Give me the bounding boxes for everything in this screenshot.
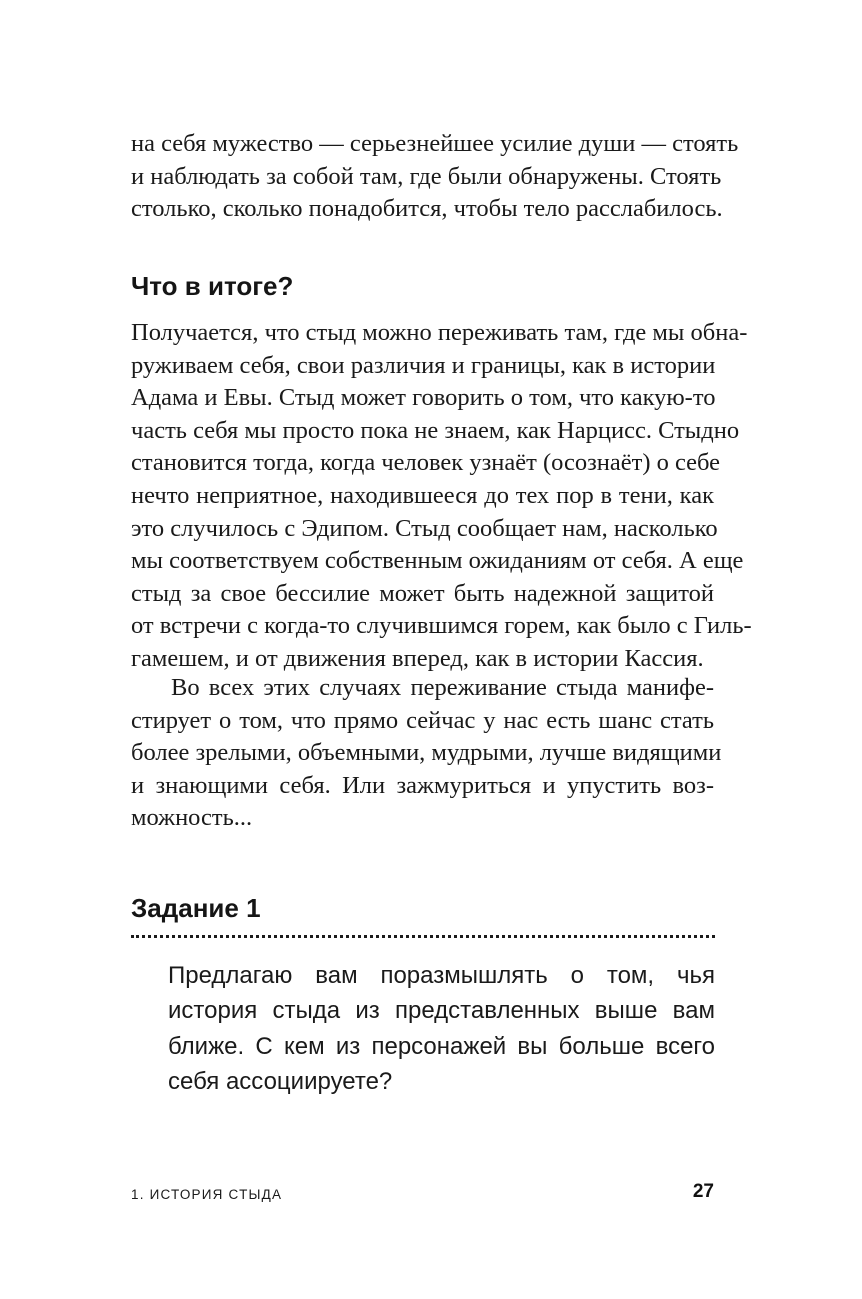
intro-paragraph: [131, 128, 739, 226]
text-line: это случилось с Эдипом. Стыд сообщает нам, насколько: [131, 514, 718, 542]
text-line: столько, сколько понадобится, чтобы тело расслабилось.: [131, 195, 723, 223]
text-line: можность...: [131, 804, 253, 832]
text-line: история стыда из представленных выше вам: [168, 997, 715, 1025]
task-title: Задание 1: [131, 893, 261, 923]
running-footer-chapter: 1. ИСТОРИЯ СТЫДА: [131, 1187, 283, 1202]
page-number: 27: [692, 1181, 714, 1202]
text-line: и знающими себя. Или зажмуриться и упустить воз-: [131, 771, 714, 799]
text-line: на себя мужество — серьезнейшее усилие души — стоять: [131, 130, 739, 157]
text-line: и наблюдать за собой там, где были обнаружены. Стоять: [131, 162, 722, 190]
text-line: руживаем себя, свои различия и границы, как в истории: [131, 351, 716, 379]
text-line: Получается, что стыд можно переживать там, где мы обна-: [131, 319, 748, 346]
summary-paragraph-1: [131, 317, 752, 676]
task-text: [168, 958, 715, 1100]
text-line: от встречи с когда-то случившимся горем, как было с Гиль-: [131, 612, 752, 640]
text-line: становится тогда, когда человек узнаёт (осознаёт) о себе: [131, 449, 721, 477]
dotted-divider: [131, 935, 715, 938]
text-line: мы соответствуем собственным ожиданиям от себя. А еще: [131, 547, 744, 575]
text-line: ближе. С кем из персонажей вы больше всего: [168, 1032, 715, 1060]
text-line: себя ассоциируете?: [168, 1068, 393, 1096]
text-line: Адама и Евы. Стыд может говорить о том, что какую-то: [131, 384, 716, 412]
text-line: стирует о том, что прямо сейчас у нас есть шанс стать: [131, 706, 714, 734]
section-heading: Что в итоге?: [131, 271, 294, 301]
text-line: Во всех этих случаях переживание стыда манифе-: [171, 674, 714, 701]
text-line: Предлагаю вам поразмышлять о том, чья: [168, 962, 715, 989]
text-line: нечто неприятное, находившееся до тех пор в тени, как: [131, 481, 714, 509]
summary-paragraph-2: [131, 672, 722, 835]
text-line: более зрелыми, объемными, мудрыми, лучше видящими: [131, 739, 722, 767]
text-line: часть себя мы просто пока не знаем, как Нарцисс. Стыдно: [131, 416, 740, 444]
text-line: гамешем, и от движения вперед, как в истории Кассия.: [131, 644, 704, 672]
text-line: стыд за свое бессилие может быть надежной защитой: [131, 579, 714, 607]
